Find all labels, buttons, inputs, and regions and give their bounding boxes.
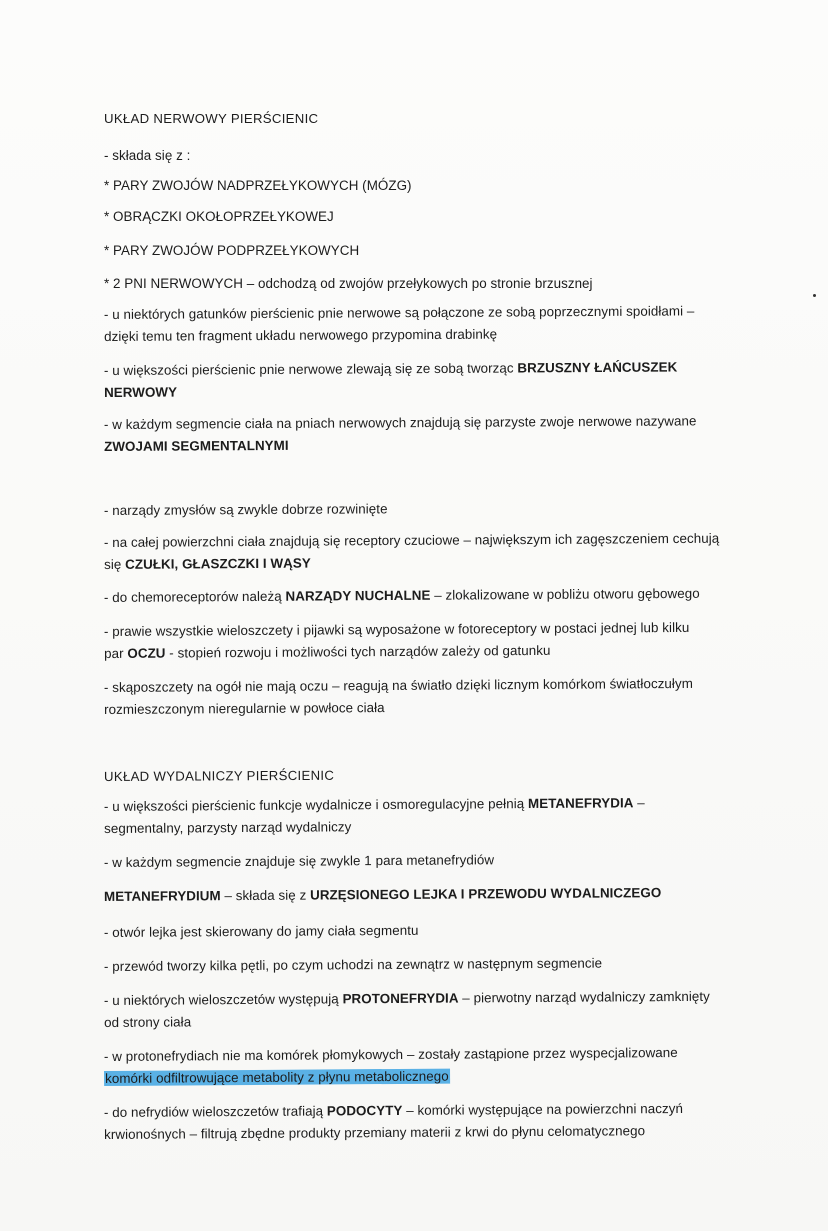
text-line	[104, 550, 744, 576]
highlighted-text: komórki odfiltrowujące metabolity z płynu metabolicznego	[105, 1068, 449, 1086]
text-line	[104, 378, 744, 404]
text-run: par	[104, 645, 128, 661]
text-line: - w protonefrydiach nie ma komórek płomykowych – zostały zastąpione przez wyspecjalizowane	[103, 1044, 678, 1065]
text-line: - u niektórych gatunków pierścienic pnie nerwowe są połączone ze sobą poprzecznymi spoidłami –	[103, 303, 695, 323]
text-line	[104, 432, 744, 458]
text-run: - stopień rozwoju i możliwości tych narządów zależy od gatunku	[165, 642, 551, 661]
paragraph-photoreceptors	[104, 617, 744, 665]
paragraph-funnel: - otwór lejka jest skierowany do jamy ciała segmentu	[103, 922, 419, 940]
text-line: od strony ciała	[104, 1014, 192, 1030]
text-line	[104, 986, 744, 1012]
text-run: się	[104, 556, 126, 572]
bold-term: OCZU	[127, 645, 166, 661]
text-run: - do nefrydiów wieloszczetów trafiają	[103, 1103, 327, 1121]
paragraph-protonephridia	[104, 986, 744, 1034]
text-run: – zlokalizowane w pobliżu otworu gębowego	[430, 585, 700, 603]
bold-term: PROTONEFRYDIA	[342, 990, 459, 1007]
list-item: * OBRĄCZKI OKOŁOPRZEŁYKOWEJ	[104, 209, 334, 224]
paragraph-flame-cells	[104, 1042, 744, 1090]
text-run: –	[633, 795, 645, 811]
paragraph-chain	[104, 356, 744, 404]
text-line	[104, 1064, 744, 1090]
text-run: – komórki występujące na powierzchni naczyń	[402, 1100, 684, 1118]
text-line: segmentalny, parzysty narząd wydalniczy	[104, 819, 352, 836]
text-line	[104, 356, 744, 382]
bold-term: METANEFRYDIUM	[103, 888, 221, 904]
text-line: - prawie wszystkie wieloszczety i pijawki są wyposażone w fotoreceptory w postaci jednej lub kilku	[103, 619, 690, 640]
text-run: – pierwotny narząd wydalniczy zamknięty	[458, 988, 710, 1006]
bold-term: NARZĄDY NUCHALNE	[285, 587, 431, 604]
paragraph-segmental	[104, 410, 744, 458]
paragraph-metanephridium	[104, 882, 744, 908]
paragraph-duct: - przewód tworzy kilka pętli, po czym uchodzi na zewnątrz w następnym segmencie	[103, 955, 603, 974]
text-line	[104, 1098, 744, 1124]
text-line: - skąposzczety na ogół nie mają oczu – reagują na światło dzięki licznym komórkom światłoczułym	[103, 675, 693, 696]
bold-term: PODOCYTY	[326, 1102, 403, 1119]
bold-term: URZĘSIONEGO LEJKA I PRZEWODU WYDALNICZEGO	[310, 885, 662, 903]
text-run: - u niektórych wieloszczetów występują	[103, 991, 343, 1009]
text-line: rozmieszczonym nieregularnie w powłoce ciała	[104, 700, 385, 717]
bold-term: CZUŁKI, GŁASZCZKI I WĄSY	[125, 555, 311, 572]
text-run: - u większości pierścienic funkcje wydalnicze i osmoregulacyjne pełnią	[103, 796, 529, 815]
bold-term: BRZUSZNY ŁAŃCUSZEK	[517, 359, 678, 376]
bold-term: ZWOJAMI SEGMENTALNYMI	[104, 437, 289, 454]
text-run: – składa się z	[220, 887, 311, 904]
heading-excretory-system: UKŁAD WYDALNICZY PIERŚCIENIC	[103, 767, 335, 784]
paragraph-podocytes	[104, 1098, 744, 1146]
scan-speck	[813, 294, 816, 297]
text-line: krwionośnych – filtrują zbędne produkty przemiany materii z krwi do płynu celomatycznego	[104, 1123, 646, 1142]
bold-term: NERWOWY	[104, 384, 178, 400]
text-line: - w każdym segmencie ciała na pniach nerwowych znajdują się parzyste zwoje nerwowe nazywane	[103, 413, 697, 433]
text-line: - na całej powierzchni ciała znajdują się receptory czuciowe – największym ich zagęszczeniem cechują	[103, 530, 720, 551]
bold-term: METANEFRYDIA	[527, 795, 634, 812]
paragraph-metanephridia	[104, 792, 744, 840]
text-line	[104, 639, 744, 665]
list-item: * PARY ZWOJÓW NADPRZEŁYKOWYCH (MÓZG)	[104, 178, 412, 193]
paragraph-ladder	[104, 300, 744, 348]
heading-nervous-system: UKŁAD NERWOWY PIERŚCIENIC	[104, 111, 319, 126]
list-item: * 2 PNI NERWOWYCH – odchodzą od zwojów przełykowych po stronie brzusznej	[104, 276, 593, 291]
paragraph-chemoreceptors	[104, 583, 744, 609]
text-line: dzięki temu ten fragment układu nerwowego przypomina drabinkę	[104, 326, 498, 344]
list-intro: - składa się z :	[104, 148, 191, 163]
paragraph-oligochaetes	[104, 673, 744, 721]
paragraph-pairs: - w każdym segmencie znajduje się zwykle 1 para metanefrydiów	[103, 852, 495, 870]
paragraph-receptors	[104, 528, 744, 576]
text-run: - u większości pierścienic pnie nerwowe zlewają się ze sobą tworząc	[103, 360, 518, 379]
list-item: * PARY ZWOJÓW PODPRZEŁYKOWYCH	[104, 243, 360, 258]
paragraph-senses: - narządy zmysłów są zwykle dobrze rozwinięte	[103, 501, 388, 518]
text-run: - do chemoreceptorów należą	[103, 588, 286, 605]
